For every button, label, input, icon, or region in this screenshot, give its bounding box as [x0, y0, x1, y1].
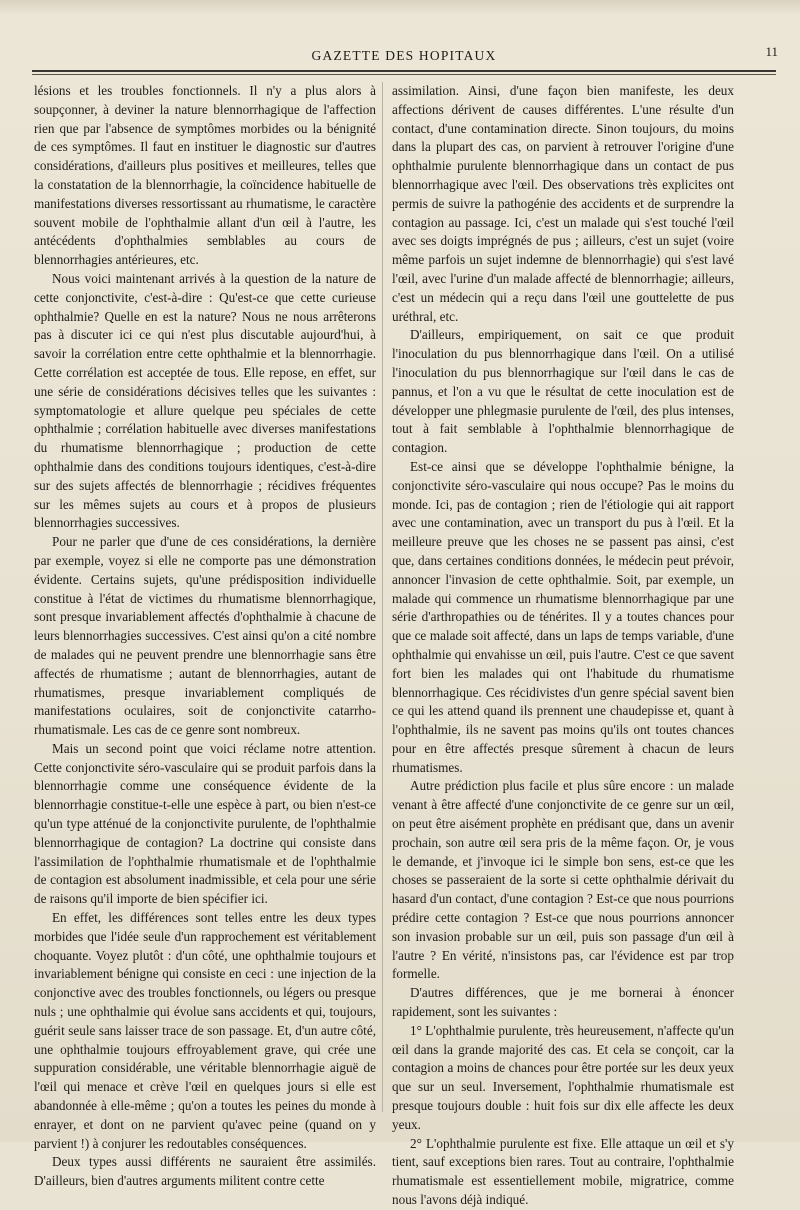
right-column — [392, 82, 734, 1210]
paragraph: 1° L'ophthalmie purulente, très heureusement, n'affecte qu'un œil dans la grande majorité des cas. Et cela se conçoit, car la contagion a moins de chances pour être portée sur les deux yeux que sur un seul. Inversement, l'ophthalmie rhumatismale est presque toujours double : huit fois sur dix elle affecte les deux yeux. — [392, 1022, 734, 1132]
paragraph: Est-ce ainsi que se développe l'ophthalmie bénigne, la conjonctivite séro-vasculaire qui nous occupe? Pas le moins du monde. Ici, pas de contagion ; rien de l'étiologie qui ait rapport avec une contamination, avec un transport du pus à l'œil. Et la meilleure preuve que les choses ne se passent pas ainsi, c'est que, dans certaines conditions données, le médecin peut prévoir, annoncer l'invasion de cette ophthalmie. Soit, par exemple, un malade qui commence un rhumatisme blennorrhagique par une série d'arthropathies ou de ténérites. Il y a toutes chances pour que ce malade soit affecté, dans un laps de temps variable, d'une ophthalmie qui envahisse un œil, puis l'autre. C'est ce que savent fort bien les malades qui ont l'habitude du rhumatisme blennorrhagique. Ces récidivistes d'un genre spécial savent bien ce qui les attend quand ils prennent une chaudepisse et, quant à l'ophthalmie, ils ne savent pas moins qu'ils ont toutes chances pour en être affectés presque sûrement à chacun de leurs rhumatismes. — [392, 458, 734, 775]
header-rule-thin — [32, 74, 776, 75]
paragraph: Mais un second point que voici réclame notre attention. Cette conjonctivite séro-vasculaire qui se produit parfois dans la blennorrhagie comme une conséquence évidente de la blennorrhagie constitue-t-elle une espèce à part, ou bien n'est-ce qu'un type atténué de la conjonctivite purulente, de l'ophthalmie blennorrhagique de contagion? La doctrine qui consiste dans l'assimilation de l'ophthalmie rhumatismale et de l'ophthalmie de contagion est absolument inadmissible, et cela pour une série de raisons qu'il importe de bien spécifier ici. — [34, 740, 376, 907]
paragraph: Deux types aussi différents ne sauraient être assimilés. D'ailleurs, bien d'autres arguments militent contre cette — [34, 1154, 376, 1189]
header-rule — [32, 70, 776, 72]
paragraph: 2° L'ophthalmie purulente est fixe. Elle attaque un œil et s'y tient, sauf exceptions bien rares. Tout au contraire, l'ophthalmie rhumatismale est essentiellement mobile, migratrice, comme nous l'avons déjà indiqué. — [392, 1135, 734, 1208]
paragraph: Autre prédiction plus facile et plus sûre encore : un malade venant à être affecté d'une conjonctivite de ce genre sur un œil, on peut être aisément prophète en prédisant que, dans un avenir prochain, son autre œil sera pris de la même façon. Or, je vous le demande, et j'invoque ici le simple bon sens, est-ce que les choses se passeraient de la sorte si cette ophthalmie dérivait du hasard d'un contact, d'une contagion ? Est-ce que nous pourrions prédire cette contagion ? Est-ce que nous pourrions annoncer son invasion probable sur un œil, puis son passage d'un œil à l'autre ? En vérité, n'insistons pas, car l'évidence est par trop formelle. — [392, 778, 734, 982]
paragraph: Pour ne parler que d'une de ces considérations, la dernière par exemple, voyez si elle ne comporte pas une démonstration évidente. Certains sujets, qu'une prédisposition individuelle constitue à l'état de victimes du rhumatisme blennorrhagique, sont presque invariablement affectés d'ophthalmie à chacune de leurs blennorrhagies successives. C'est ainsi qu'on a cité nombre de malades qui ne peuvent prendre une blennorrhagie sans être affectés de rhumatisme ; autant de blennorrhagies, autant de rhumatismes, presque invariablement compliqués de manifestations oculaires, soit de conjonctivite catarrho-rhumatismale. Les cas de ce genre sont nombreux. — [34, 534, 376, 738]
paragraph: D'autres différences, que je me bornerai à énoncer rapidement, sont les suivantes : — [392, 985, 734, 1020]
paragraph: Nous voici maintenant arrivés à la question de la nature de cette conjonctivite, c'est-à-dire : Qu'est-ce que cette curieuse ophthalmie? Quelle en est la nature? Nous ne nous arrêterons pas à discuter ici ce qui n'est plus discutable aujourd'hui, à savoir la corrélation entre cette ophthalmie et la blennorrhagie. Cette corrélation est acceptée de tous. Elle repose, en effet, sur une série de considérations décisives telles que les suivantes : symptomatologie et allure quelque peu spéciales de cette ophthalmie ; corrélation habituelle avec diverses manifestations du rhumatisme blennorrhagique ; production de cette ophthalmie dans des conditions toujours identiques, c'est-à-dire sur des sujets affectés de blennorrhagie ; récidives fréquentes sur les mêmes sujets au cours et à propos de plusieurs blennorrhagies successives. — [34, 270, 376, 531]
paragraph: lésions et les troubles fonctionnels. Il n'y a plus alors à soupçonner, à deviner la nature blennorrhagique de l'affection rien que par l'absence de symptômes morbides ou la bénignité de ces symptômes. Il faut en instituer le diagnostic sur d'autres considérations, d'ailleurs plus positives et meilleures, telles que la constatation de la blennorrhagie, la coïncidence habituelle de manifestations diverses ressortissant au rhumatisme, le caractère souvent mobile de l'ophthalmie allant d'un œil à l'autre, les antécédents d'ophthalmies semblables au cours de blennorrhagies antérieures, etc. — [34, 83, 376, 268]
column-divider — [382, 82, 383, 1112]
paragraph: assimilation. Ainsi, d'une façon bien manifeste, les deux affections dérivent de causes différentes. L'une résulte d'un contact, d'une contamination directe. Sinon toujours, du moins dans la plupart des cas, on parvient à retrouver l'origine d'une ophthalmie purulente blennorrhagique dans un contact de pus blennorrhagique avec l'œil. Des observations très explicites ont permis de suivre la pathogénie des accidents et de surprendre la contagion au passage. Ici, c'est un malade qui s'est touché l'œil avec ses doigts imprégnés de pus ; ailleurs, c'est un sujet (voire même parfois un sujet indemne de blennorrhagie) qui s'est lavé l'œil, avec l'urine d'un malade affecté de blennorrhagie; ailleurs, c'est un médecin qui a reçu dans l'œil une gouttelette de pus uréthral, etc. — [392, 83, 734, 324]
paragraph: En effet, les différences sont telles entre les deux types morbides que l'idée seule d'un rapprochement est véritablement choquante. Voyez plutôt : d'un côté, une ophthalmie toujours et invariablement bénigne qui consiste en ceci : une injection de la conjonctive avec des troubles fonctionnels, ou légers ou presque nuls ; une ophthalmie qui évolue sans accidents et qui, toujours, guérit seule sans laisser trace de son passage. Et, d'un autre côté, une ophthalmie toujours effroyablement grave, qui crée une suppuration considérable, une véritable blennorrhagie aiguë de l'œil qui menace et crève l'œil en quelques jours si elle est abandonnée à elle-même ; qu'on a toutes les peines du monde à enrayer, et dont on ne parvient qu'avec peine (quand on y parvient !) à conjurer les redoutables conséquences. — [34, 910, 376, 1151]
journal-title: GAZETTE DES HOPITAUX — [311, 48, 497, 63]
left-column — [34, 82, 376, 1191]
page-top-edge — [0, 0, 800, 14]
paragraph: D'ailleurs, empiriquement, on sait ce que produit l'inoculation du pus blennorrhagique dans l'œil. On a utilisé l'inoculation du pus blennorrhagique sur l'œil dans le cas de pannus, et l'on a vu que le résultat de cette inoculation est de développer une phlegmasie purulente de l'œil, des plus intenses, tout à fait semblable à l'ophthalmie blennorrhagique de contagion. — [392, 327, 734, 456]
page-number: 11 — [765, 44, 778, 59]
page-header — [32, 44, 776, 70]
